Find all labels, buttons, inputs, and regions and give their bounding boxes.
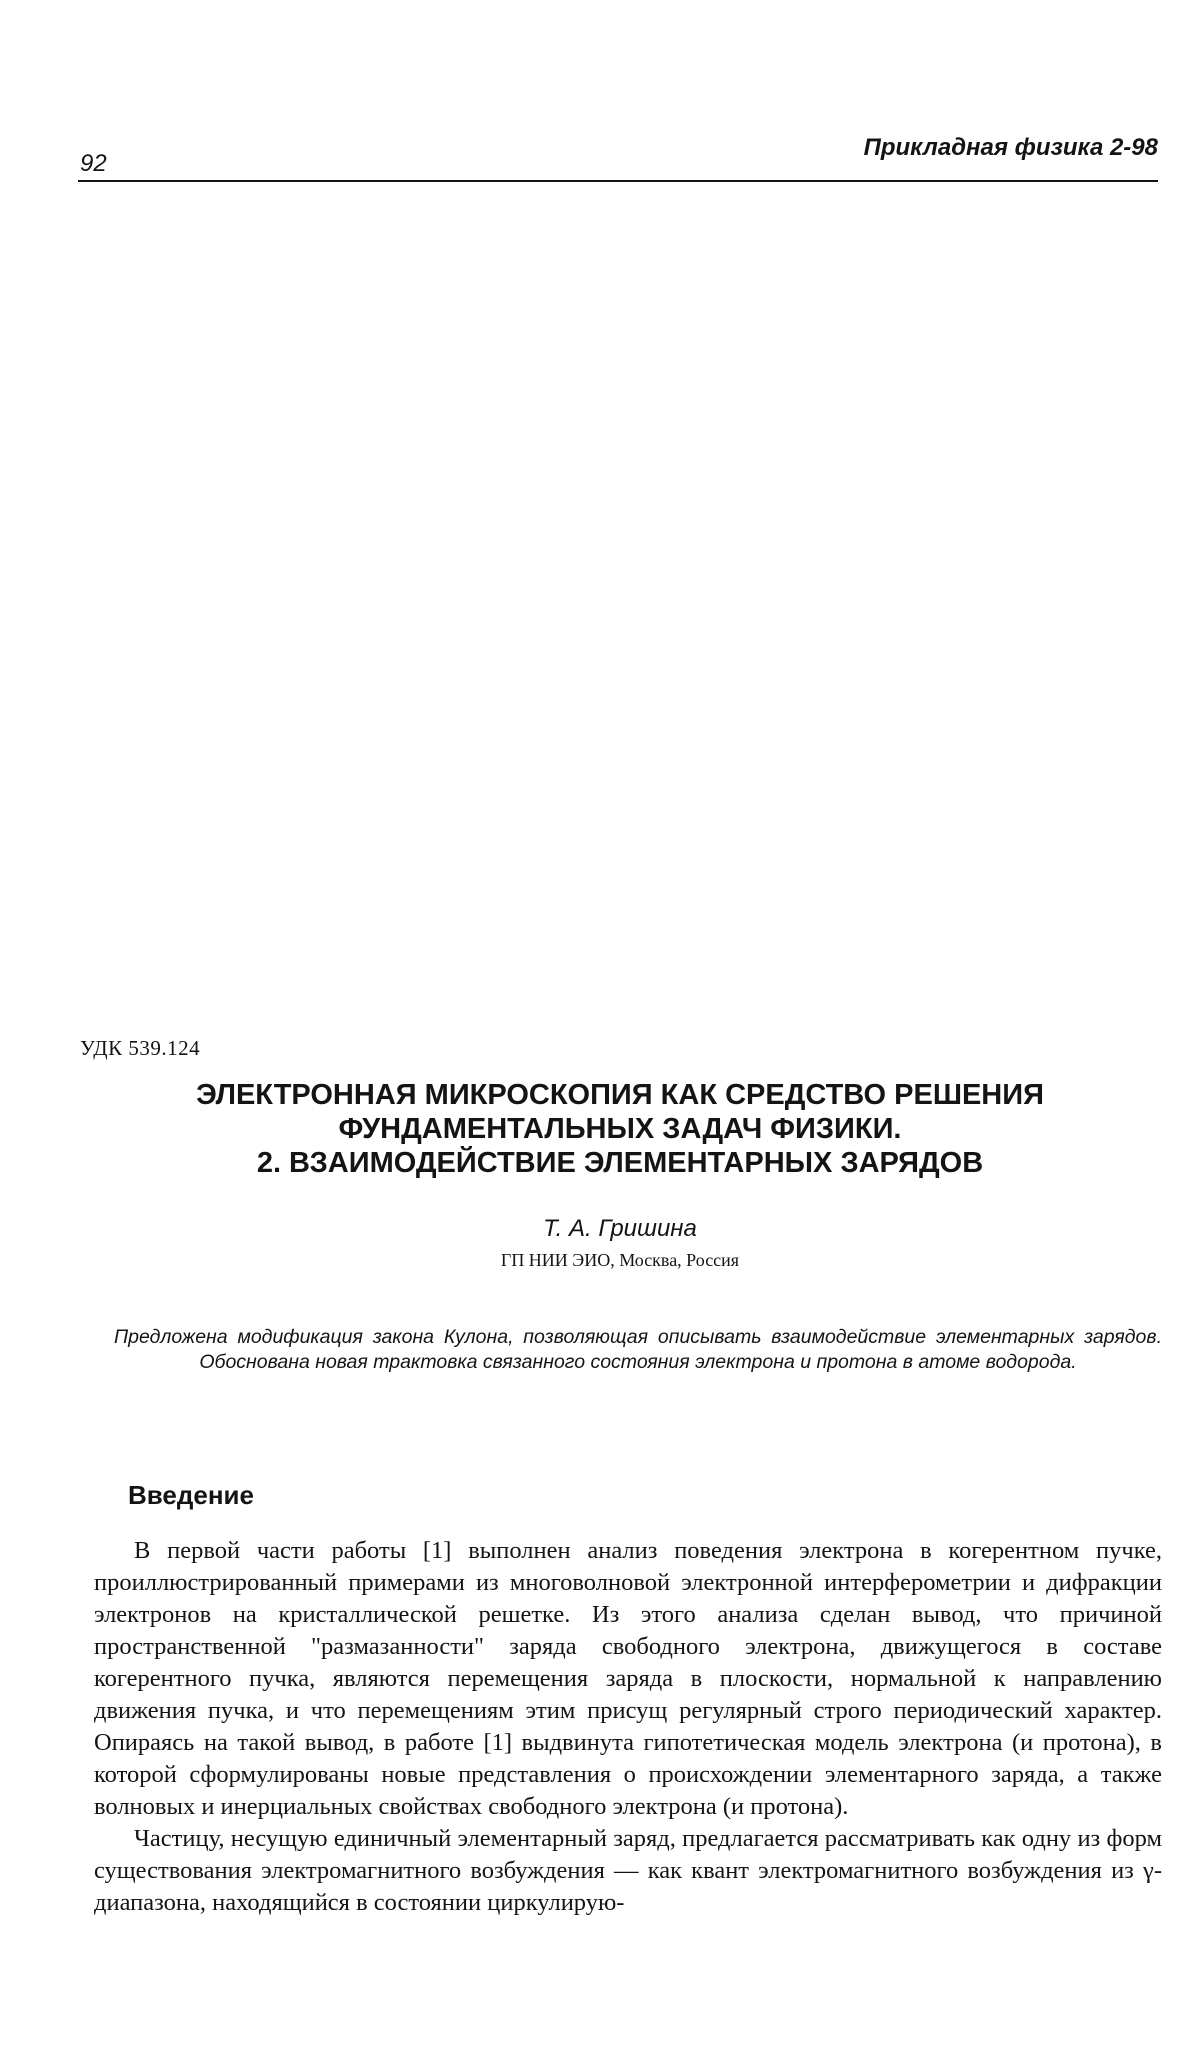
body-text xyxy=(94,1535,1162,1919)
article-title xyxy=(80,1078,1160,1180)
affiliation: ГП НИИ ЭИО, Москва, Россия xyxy=(500,1250,740,1270)
section-heading: Введение xyxy=(128,1480,254,1510)
journal-title: Прикладная физика 2-98 xyxy=(863,134,1158,161)
paragraph: Частицу, несущую единичный элементарный заряд, предлагается рассматривать как одну из форм существования электромагнитного возбуждения — как квант электромагнитного возбуждения из γ-диапазона, находящийся в состоянии циркулирую- xyxy=(94,1825,1162,1916)
abstract: Предложена модификация закона Кулона, позволяющая описывать взаимодействие элементарных зарядов. Обоснована новая трактовка связанного состояния электрона и протона в атоме водорода. xyxy=(114,1326,1162,1373)
page-number: 92 xyxy=(80,150,107,177)
udk-code: УДК 539.124 xyxy=(80,1036,201,1060)
title-line-1: ЭЛЕКТРОННАЯ МИКРОСКОПИЯ КАК СРЕДСТВО РЕШЕНИЯ xyxy=(196,1079,1044,1111)
title-line-3: 2. ВЗАИМОДЕЙСТВИЕ ЭЛЕМЕНТАРНЫХ ЗАРЯДОВ xyxy=(256,1147,984,1179)
title-line-2: ФУНДАМЕНТАЛЬНЫХ ЗАДАЧ ФИЗИКИ. xyxy=(338,1113,902,1145)
header-rule xyxy=(78,180,1158,182)
author: Т. А. Гришина xyxy=(543,1215,697,1242)
paragraph: В первой части работы [1] выполнен анализ поведения электрона в когерентном пучке, проиллюстрированный примерами из многоволновой электронной интерферометрии и дифракции электронов на кристаллической решетке. Из этого анализа сделан вывод, что причиной пространственной "размазанности" заряда свободного электрона, движущегося в составе когерентного пучка, являются перемещения заряда в плоскости, нормальной к направлению движения пучка, и что перемещениям этим присущ регулярный строго периодический характер. Опираясь на такой вывод, в работе [1] выдвинута гипотетическая модель электрона (и протона), в которой сформулированы новые представления о происхождении элементарного заряда, а также волновых и инерциальных свойствах свободного электрона (и протона). xyxy=(94,1537,1162,1820)
